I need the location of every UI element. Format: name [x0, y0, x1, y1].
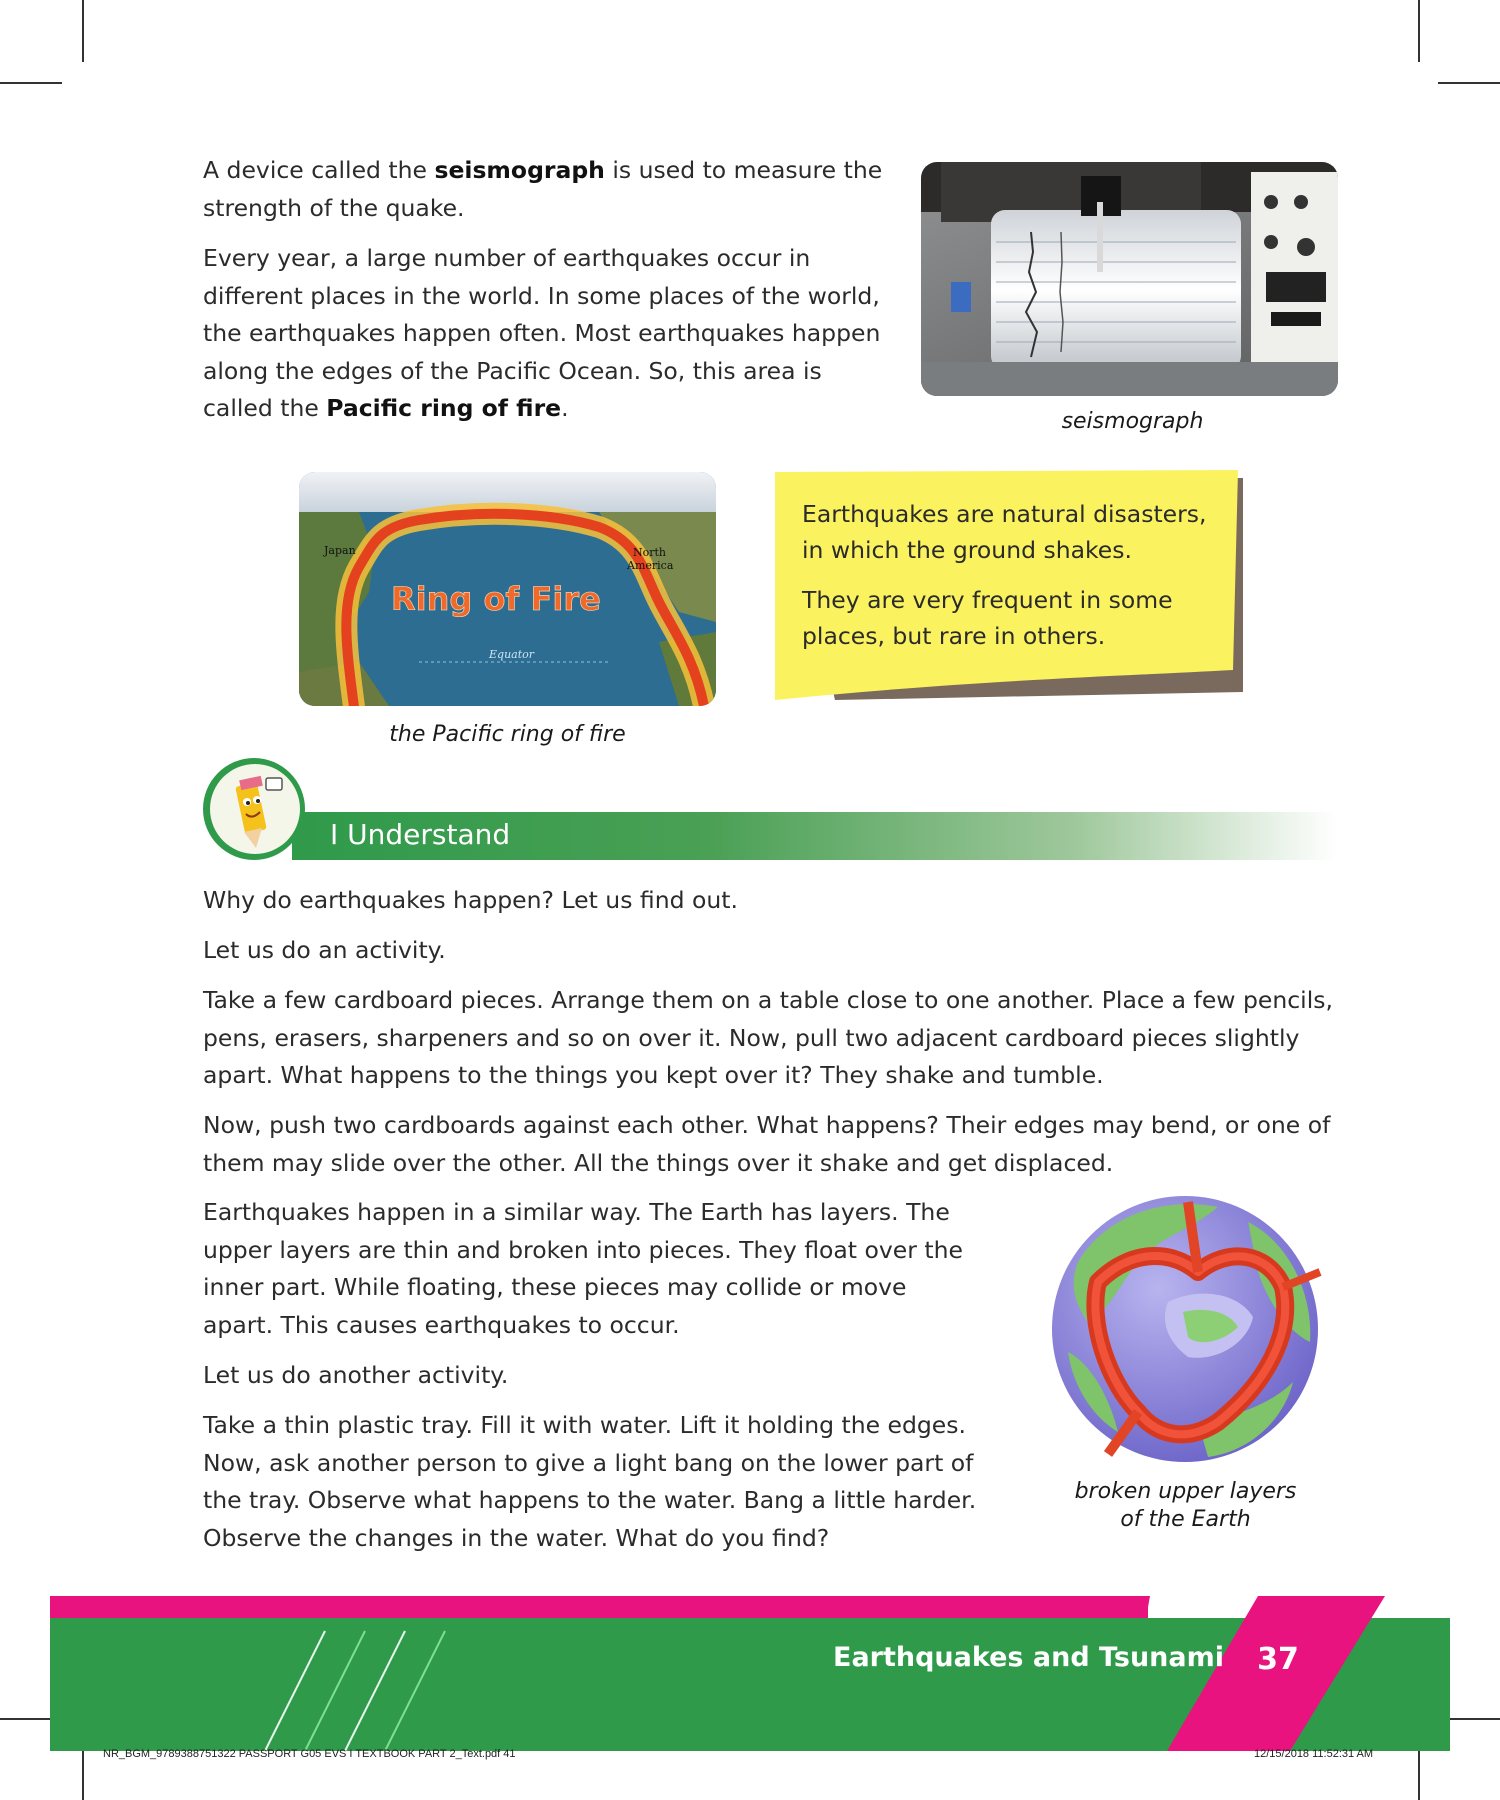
seismograph-caption: seismograph — [1061, 409, 1204, 434]
section-title: I Understand — [330, 818, 511, 851]
body-paragraph-7: Take a thin plastic tray. Fill it with water. Lift it holding the edges. Now, ask another person to give a light bang on the lower part of the tray. Observe what happens to the water. Bang a little harder. Observe the changes in the water. What do you find? — [203, 1411, 977, 1552]
seismograph-photo — [921, 162, 1338, 396]
term-seismograph: seismograph — [434, 156, 605, 184]
print-timestamp: 12/15/2018 11:52:31 AM — [1254, 1748, 1374, 1760]
crop-mark — [82, 0, 84, 62]
key-facts-note — [775, 470, 1243, 702]
map-label-japan: Japan — [324, 544, 356, 557]
body-paragraph-4: Now, push two cardboards against each other. What happens? Their edges may bend, or one of them may slide over the other. All the things over it shake and get displaced. — [203, 1111, 1331, 1177]
intro-paragraph-2: Every year, a large number of earthquakes occur in different places in the world. In some places of the world, the earthquakes happen often. Most earthquakes happen along the edges of the Pacific Ocean. So, this area is called the Pacific ring of fire. — [203, 244, 881, 422]
crop-mark — [1438, 82, 1500, 84]
page-number: 37 — [1257, 1642, 1299, 1677]
crop-mark — [1418, 0, 1420, 62]
earth-caption — [1048, 1478, 1323, 1534]
body-paragraph-1: Why do earthquakes happen? Let us find out. — [203, 886, 738, 914]
file-info: NR_BGM_9789388751322 PASSPORT G05 EVS I TEXTBOOK PART 2_Text.pdf 41 — [103, 1748, 516, 1760]
body-paragraph-5: Earthquakes happen in a similar way. The Earth has layers. The upper layers are thin and broken into pieces. They float over the inner part. While floating, these pieces may collide or move apart. This causes earthquakes to occur. — [203, 1198, 963, 1339]
body-paragraph-2: Let us do an activity. — [203, 936, 446, 964]
pencil-mascot-icon — [210, 764, 300, 854]
earth-caption-line-1: broken upper layers — [1074, 1479, 1297, 1504]
broken-earth-illustration — [1048, 1192, 1323, 1467]
map-label-america: America — [627, 559, 674, 572]
earth-caption-line-2: of the Earth — [1120, 1507, 1251, 1532]
map-title: Ring of Fire — [391, 580, 601, 618]
intro-text — [203, 152, 893, 428]
ring-of-fire-caption: the Pacific ring of fire — [389, 722, 626, 747]
note-line-1: Earthquakes are natural disasters, in which the ground shakes. — [802, 500, 1207, 564]
note-line-2: They are very frequent in some places, but rare in others. — [802, 586, 1173, 650]
ring-of-fire-map — [299, 472, 716, 706]
map-label-north: North — [633, 546, 667, 559]
term-pacific-ring: Pacific ring of fire — [326, 394, 562, 422]
intro-paragraph-1: A device called the seismograph is used to measure the strength of the quake. — [203, 156, 883, 222]
chapter-title: Earthquakes and Tsunami — [833, 1642, 1225, 1673]
map-label-equator: Equator — [489, 648, 535, 661]
body-paragraph-3: Take a few cardboard pieces. Arrange them on a table close to one another. Place a few pencils, pens, erasers, sharpeners and so on over it. Now, pull two adjacent cardboard pieces slightly apart. What happens to the things you kept over it? They shake and tumble. — [203, 986, 1333, 1089]
body-paragraph-6: Let us do another activity. — [203, 1361, 509, 1389]
crop-mark — [0, 82, 62, 84]
